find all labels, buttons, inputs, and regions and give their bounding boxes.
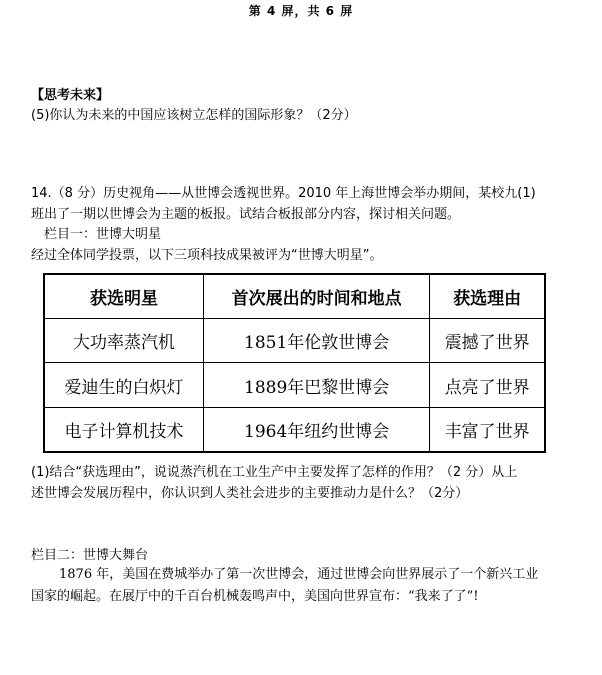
table-cell: 1851年伦敦世博会 [203,319,429,363]
table-header-cell: 获选理由 [430,274,545,319]
table-row [44,319,545,363]
table-header-cell: 获选明星 [44,274,203,319]
table-row [44,363,545,407]
column2-paragraph-line-1: 1876 年，美国在费城举办了第一次世博会，通过世博会向世界展示了一个新兴工业 [59,567,539,582]
table-cell: 电子计算机技术 [44,407,203,452]
q14-line-2: 班出了一期以世博会为主题的板报。试结合板报部分内容，探讨相关问题。 [31,207,461,222]
column1-intro: 经过全体同学投票，以下三项科技成果被评为“世博大明星”。 [31,248,383,263]
section-title-future: 【思考未来】 [31,88,110,103]
table-cell: 爱迪生的白炽灯 [44,363,203,407]
table-cell: 1964年纽约世博会 [203,407,429,452]
column1-title: 栏目一：世博大明星 [44,227,162,242]
q14-line-1: 14.（8 分）历史视角——从世博会透视世界。2010 年上海世博会举办期间，某校九(1) [31,186,536,201]
table-cell: 点亮了世界 [430,363,545,407]
table-cell: 震撼了世界 [430,319,545,363]
column2-paragraph-line-2: 国家的崛起。在展厅中的千百台机械轰鸣声中，美国向世界宣布：“我来了了”! [31,589,479,604]
table-cell: 1889年巴黎世博会 [203,363,429,407]
table-row [44,407,545,452]
table-header-row [44,274,545,319]
table-cell: 大功率蒸汽机 [44,319,203,363]
table-cell: 丰富了世界 [430,407,545,452]
sub-question-line-1: (1)结合“获选理由”，说说蒸汽机在工业生产中主要发挥了怎样的作用？（2 分）从上 [31,465,518,480]
column2-title: 栏目二：世博大舞台 [31,548,149,563]
sub-question-line-2: 述世博会发展历程中，你认识到人类社会进步的主要推动力是什么？（2分） [31,486,469,501]
question-5: (5)你认为未来的中国应该树立怎样的国际形象？（2分） [31,108,357,123]
page-header: 第 4 屏，共 6 屏 [248,4,354,18]
table-header-cell: 首次展出的时间和地点 [203,274,429,319]
stars-table [43,273,546,453]
